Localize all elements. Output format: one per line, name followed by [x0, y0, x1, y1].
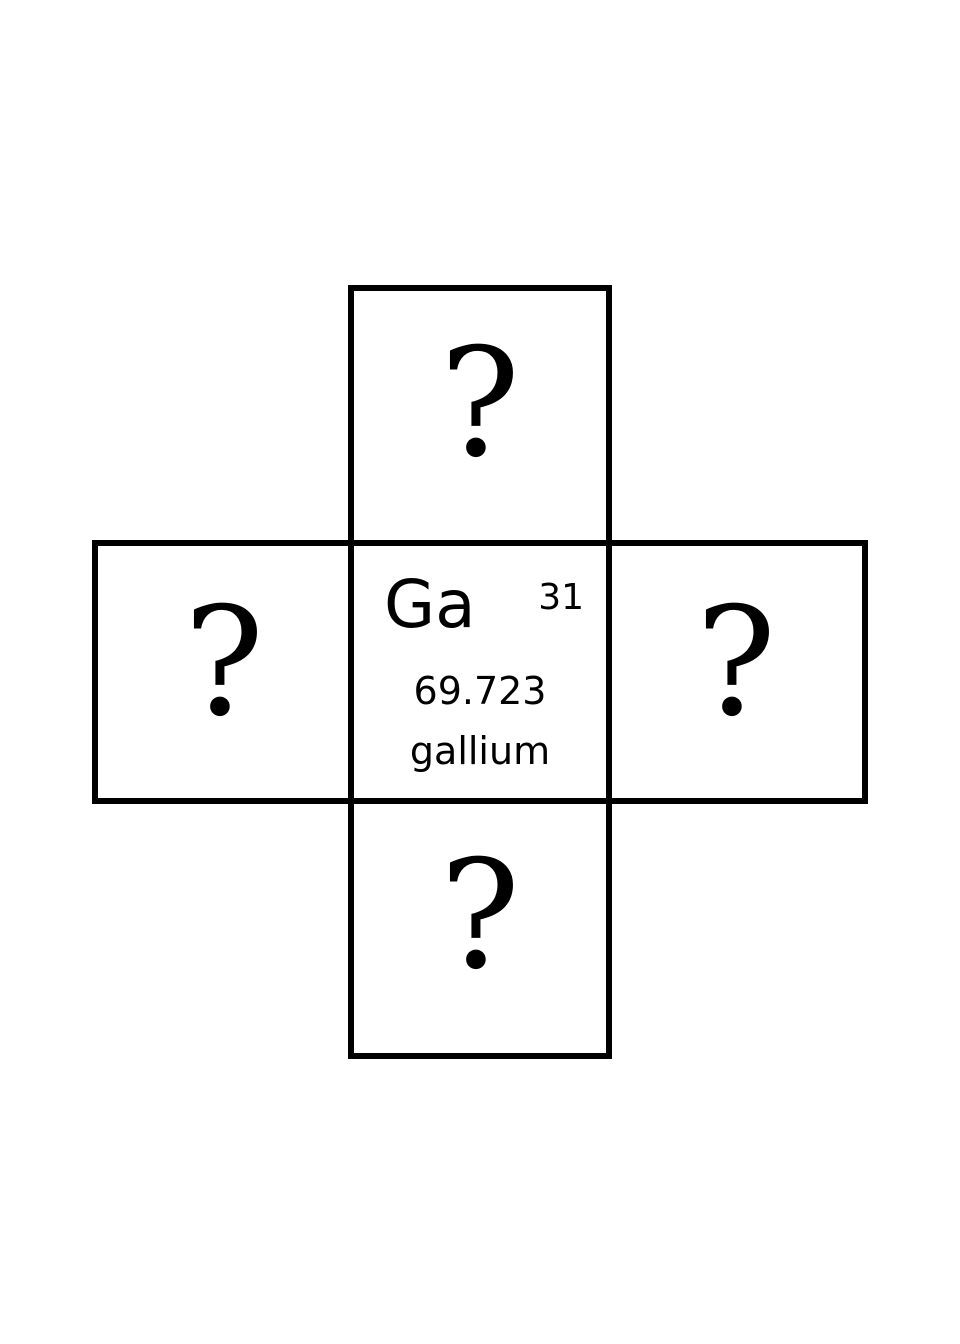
element-name: gallium — [409, 729, 551, 773]
question-mark-bottom: ? — [439, 829, 521, 1003]
atomic-mass: 69.723 — [413, 669, 547, 713]
unknown-cell-left — [92, 540, 356, 804]
element-symbol: Ga — [384, 566, 476, 643]
unknown-cell-bottom — [348, 797, 612, 1059]
question-mark-right: ? — [695, 576, 777, 750]
question-mark-top: ? — [439, 317, 521, 491]
unknown-cell-top — [348, 285, 612, 547]
element-cell-gallium — [348, 540, 612, 804]
unknown-cell-right — [604, 540, 868, 804]
question-mark-left: ? — [183, 576, 265, 750]
atomic-number: 31 — [538, 577, 584, 618]
